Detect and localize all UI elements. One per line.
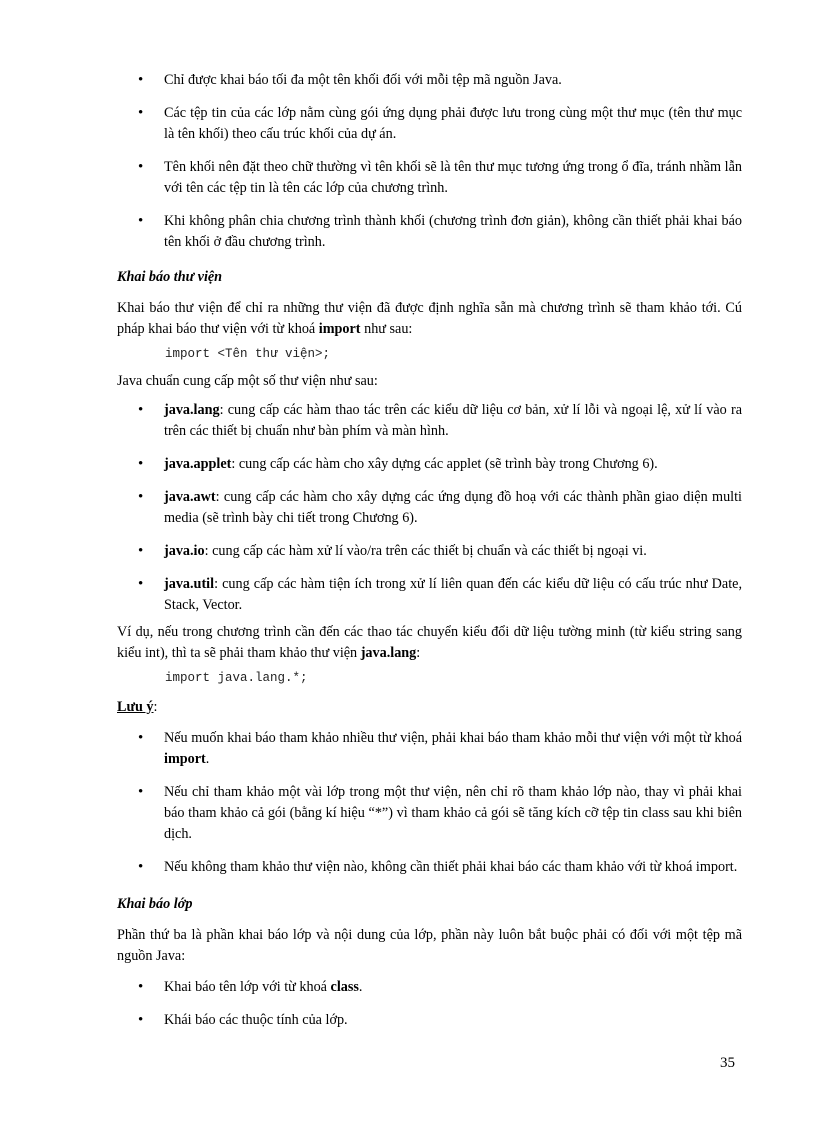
text-run: như sau: xyxy=(360,321,413,337)
library-name: java.util xyxy=(164,576,215,592)
section-heading-library: Khai báo thư viện xyxy=(117,269,223,285)
library-name: java.lang xyxy=(164,402,220,418)
class-list xyxy=(117,977,742,1031)
library-list xyxy=(117,400,742,616)
library-desc: : cung cấp các hàm xử lí vào/ra trên các thiết bị chuẩn và các thiết bị ngoại vi. xyxy=(204,543,647,559)
list-item xyxy=(117,977,742,998)
document-page xyxy=(117,68,742,1043)
list-item: • Chỉ được khai báo tối đa một tên khối đối với mỗi tệp mã nguồn Java. xyxy=(117,70,742,91)
note-label xyxy=(117,697,742,718)
keyword: class xyxy=(330,979,359,995)
text-run: Nếu chỉ tham khảo một vài lớp trong một thư viện, nên chỉ rõ tham khảo lớp nào, thay vì phải khai báo tham khảo cả gói (bằng kí hiệu “*”) vì tham khảo cả gói sẽ tăng kích cỡ tệp tin class sau khi biên dịch. xyxy=(164,784,742,842)
library-name: java.applet xyxy=(164,456,232,472)
page-number: 35 xyxy=(720,1055,735,1071)
library-name: java.awt xyxy=(164,489,216,505)
list-item: • Các tệp tin của các lớp nằm cùng gói ứng dụng phải được lưu trong cùng một thư mục (tên thư mục là tên khối) theo cấu trúc khối của dự án. xyxy=(117,103,742,145)
text-run: Ví dụ, nếu trong chương trình cần đến các thao tác chuyển kiểu đổi dữ liệu tường minh (từ kiểu string sang kiểu int), thì ta sẽ phải tham khảo thư viện xyxy=(117,624,742,661)
text-run: Khai báo tên lớp với từ khoá xyxy=(164,979,331,995)
library-desc: : cung cấp các hàm cho xây dựng các applet (sẽ trình bày trong Chương 6). xyxy=(231,456,658,472)
library-desc: : cung cấp các hàm cho xây dựng các ứng dụng đồ hoạ với các thành phần giao diện multi media (sẽ trình bày chi tiết trong Chương 6). xyxy=(164,489,742,526)
list-item xyxy=(117,782,742,845)
library-name: java.io xyxy=(164,543,205,559)
list-item xyxy=(117,574,742,616)
list-item xyxy=(117,857,742,878)
text-run: Nếu không tham khảo thư viện nào, không cần thiết phải khai báo các tham khảo với từ khoá import. xyxy=(164,859,738,875)
library-intro xyxy=(117,298,742,340)
code-syntax: import <Tên thư viện>; xyxy=(165,347,331,361)
library-desc: : cung cấp các hàm tiện ích trong xử lí liên quan đến các kiểu dữ liệu có cấu trúc như Date, Stack, Vector. xyxy=(164,576,742,613)
note-colon: : xyxy=(153,699,158,715)
list-item xyxy=(117,728,742,770)
library-list-intro: Java chuẩn cung cấp một số thư viện như sau: xyxy=(117,373,378,389)
keyword: import xyxy=(318,321,361,337)
note-list xyxy=(117,728,742,878)
list-item: • Khi không phân chia chương trình thành khối (chương trình đơn giản), không cần thiết phải khai báo tên khối ở đầu chương trình. xyxy=(117,211,742,253)
text-run: . xyxy=(205,751,210,767)
text-run: Khái báo các thuộc tính của lớp. xyxy=(164,1012,348,1028)
section-heading-class: Khai báo lớp xyxy=(117,896,193,912)
list-item xyxy=(117,454,742,475)
library-desc: : cung cấp các hàm thao tác trên các kiểu dữ liệu cơ bản, xử lí lỗi và ngoại lệ, xử lí vào ra trên các thiết bị chuẩn như bàn phím và màn hình. xyxy=(164,402,742,439)
class-intro: Phần thứ ba là phần khai báo lớp và nội dung của lớp, phần này luôn bắt buộc phải có đối với một tệp mã nguồn Java: xyxy=(117,927,742,964)
library-example xyxy=(117,622,742,664)
list-item: • Tên khối nên đặt theo chữ thường vì tên khối sẽ là tên thư mục tương ứng trong ổ đĩa, tránh nhầm lẫn với tên các tệp tin là tên các lớp của chương trình. xyxy=(117,157,742,199)
note-label-text: Lưu ý xyxy=(117,699,154,715)
list-item xyxy=(117,1010,742,1031)
list-item xyxy=(117,487,742,529)
text-run: Nếu muốn khai báo tham khảo nhiều thư viện, phải khai báo tham khảo mỗi thư viện với một từ khoá xyxy=(164,730,742,746)
list-item xyxy=(117,400,742,442)
code-example: import java.lang.*; xyxy=(165,671,308,685)
keyword: import xyxy=(164,751,206,767)
text-run: : xyxy=(416,645,421,661)
list-item xyxy=(117,541,742,562)
text-run: . xyxy=(358,979,363,995)
keyword: java.lang xyxy=(360,645,417,661)
bullet-list-package-rules xyxy=(117,70,742,253)
text-run: Khai báo thư viện để chỉ ra những thư viện đã được định nghĩa sẵn mà chương trình sẽ tham khảo tới. Cú pháp khai báo thư viện với từ khoá xyxy=(117,300,742,337)
